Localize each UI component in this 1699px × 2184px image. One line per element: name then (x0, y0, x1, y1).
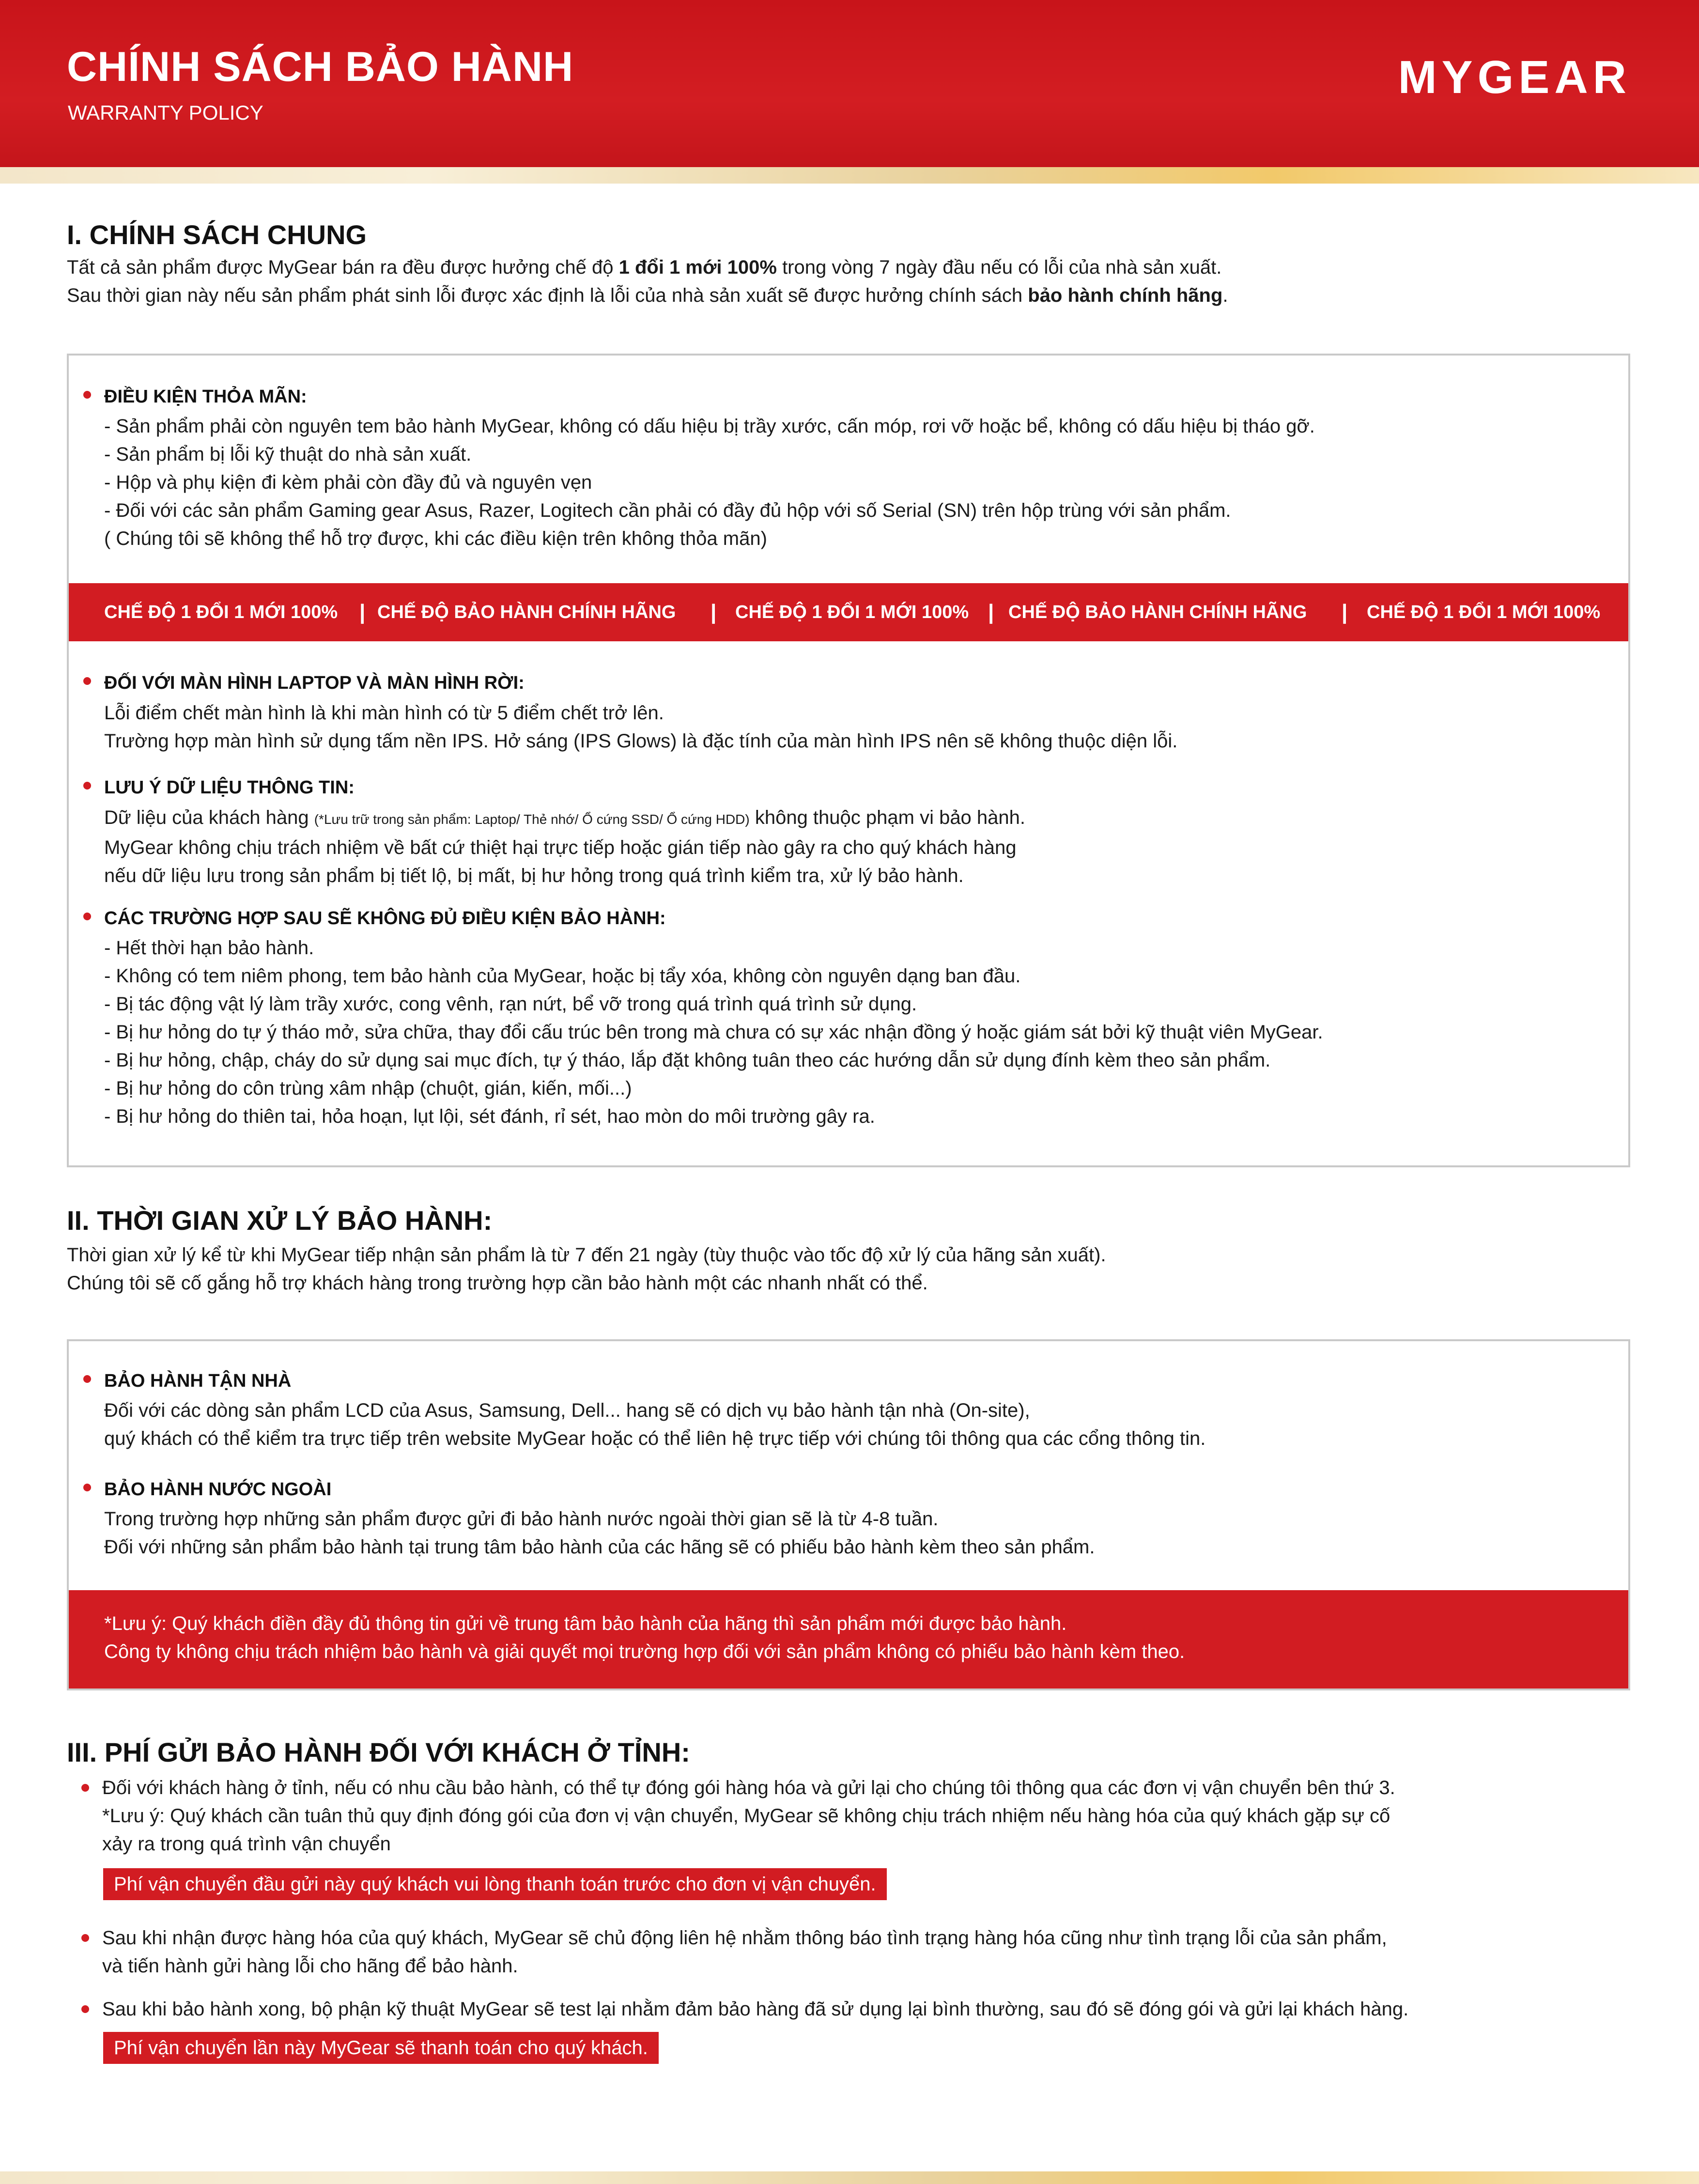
not-eligible-list (104, 934, 1323, 1131)
list-item: Đối với khách hàng ở tỉnh, nếu có nhu cầu bảo hành, có thể tự đóng gói hàng hóa và gửi lại cho chúng tôi thông qua các đơn vị vận chuyển bên thứ 3. (102, 1777, 1395, 1798)
page-subtitle: WARRANTY POLICY (68, 101, 263, 124)
overseas-title: BẢO HÀNH NƯỚC NGOÀI (104, 1479, 332, 1500)
data-note-list (104, 804, 1025, 890)
bullet-dot (81, 1934, 89, 1942)
bullet-dot (83, 913, 91, 920)
one-for-one-bold: 1 đổi 1 mới 100% (618, 257, 777, 278)
list-item: và tiến hành gửi hàng lỗi cho hãng để bảo hành. (102, 1955, 518, 1977)
banner-separator: | (359, 600, 366, 624)
section-shipping-title: III. PHÍ GỬI BẢO HÀNH ĐỐI VỚI KHÁCH Ở TỈNH: (67, 1737, 690, 1767)
bullet-dot (81, 1784, 89, 1792)
bullet-dot (83, 391, 91, 399)
list-item: ( Chúng tôi sẽ không thể hỗ trợ được, khi các điều kiện trên không thỏa mãn) (104, 528, 767, 549)
section-general-title: I. CHÍNH SÁCH CHUNG (67, 219, 367, 250)
page-title: CHÍNH SÁCH BẢO HÀNH (67, 44, 574, 90)
gold-footer-bar (0, 2171, 1699, 2184)
paragraph-line: Thời gian xử lý kể từ khi MyGear tiếp nhận sản phẩm là từ 7 đến 21 ngày (tùy thuộc vào tốc độ xử lý của hãng sản xuất). (67, 1244, 1106, 1266)
official-warranty-bold: bảo hành chính hãng (1028, 285, 1223, 306)
shipping-fee-highlight-1: Phí vận chuyển đầu gửi này quý khách vui lòng thanh toán trước cho đơn vị vận chuyển. (103, 1868, 887, 1900)
banner-separator: | (1342, 600, 1348, 624)
banner-item: CHẾ ĐỘ BẢO HÀNH CHÍNH HÃNG (1008, 602, 1307, 622)
list-item: Sau khi nhận được hàng hóa của quý khách, MyGear sẽ chủ động liên hệ nhằm thông báo tình trạng hàng hóa cũng như tình trạng lỗi của sản phẩm, (102, 1927, 1387, 1949)
paragraph-line: Chúng tôi sẽ cố gắng hỗ trợ khách hàng trong trường hợp cần bảo hành một các nhanh nhất có thể. (67, 1272, 928, 1294)
bullet-dot (81, 2005, 89, 2013)
policy-banner (69, 583, 1628, 641)
overseas-list (104, 1505, 1095, 1561)
warranty-type-box (67, 1339, 1630, 1690)
section-general-intro (67, 253, 1228, 310)
list-item: - Bị hư hỏng, chập, cháy do sử dụng sai mục đích, tự ý tháo, lắp đặt không tuân theo các hướng dẫn sử dụng đính kèm theo sản phẩm. (104, 1050, 1271, 1071)
banner-item: CHẾ ĐỘ 1 ĐỔI 1 MỚI 100% (735, 602, 969, 622)
section-processing-title: II. THỜI GIAN XỬ LÝ BẢO HÀNH: (67, 1205, 493, 1236)
bullet-dot (83, 1484, 91, 1491)
list-item: xảy ra trong quá trình vận chuyển (102, 1833, 391, 1855)
note-line: *Lưu ý: Quý khách điền đầy đủ thông tin gửi về trung tâm bảo hành của hãng thì sản phẩm mới được bảo hành. (104, 1613, 1067, 1634)
shipping-fee-highlight-2: Phí vận chuyển lần này MyGear sẽ thanh toán cho quý khách. (103, 2032, 659, 2064)
list-item: Đối với những sản phẩm bảo hành tại trung tâm bảo hành của các hãng sẽ có phiếu bảo hành kèm theo sản phẩm. (104, 1536, 1095, 1558)
storage-note: (*Lưu trữ trong sản phẩm: Laptop/ Thẻ nhớ/ Ổ cứng SSD/ Ổ cứng HDD) (314, 812, 750, 827)
warranty-note-band (69, 1590, 1628, 1688)
note-line: Công ty không chịu trách nhiệm bảo hành và giải quyết mọi trường hợp đối với sản phẩm không có phiếu bảo hành kèm theo. (104, 1641, 1185, 1662)
list-item: - Sản phẩm bị lỗi kỹ thuật do nhà sản xuất. (104, 444, 472, 465)
general-policy-box (67, 354, 1630, 1167)
bullet-dot (83, 782, 91, 790)
conditions-title: ĐIỀU KIỆN THỎA MÃN: (104, 387, 307, 407)
conditions-list (104, 412, 1315, 553)
bullet-dot (83, 677, 91, 685)
shipping-item-1 (102, 1774, 1395, 1858)
list-item: Đối với các dòng sản phẩm LCD của Asus, Samsung, Dell... hang sẽ có dịch vụ bảo hành tận nhà (On-site), (104, 1400, 1030, 1421)
list-item: - Bị tác động vật lý làm trầy xước, cong vênh, rạn nứt, bể vỡ trong quá trình quá trình sử dụng. (104, 993, 917, 1015)
onsite-list (104, 1396, 1205, 1453)
intro-line-2: Sau thời gian này nếu sản phẩm phát sinh lỗi được xác định là lỗi của nhà sản xuất sẽ được hưởng chính sách bảo hành chính hãng. (67, 285, 1228, 306)
list-item: MyGear không chịu trách nhiệm về bất cứ thiệt hại trực tiếp hoặc gián tiếp nào gây ra cho quý khách hàng (104, 837, 1017, 858)
section-processing-intro (67, 1241, 1106, 1297)
list-item: *Lưu ý: Quý khách cần tuân thủ quy định đóng gói của đơn vị vận chuyển, MyGear sẽ không chịu trách nhiệm nếu hàng hóa của quý khách gặp sự cố (102, 1805, 1390, 1827)
list-item: quý khách có thể kiểm tra trực tiếp trên website MyGear hoặc có thể liên hệ trực tiếp với chúng tôi thông qua các cổng thông tin. (104, 1428, 1206, 1449)
intro-line-1: Tất cả sản phẩm được MyGear bán ra đều được hưởng chế độ 1 đổi 1 mới 100% trong vòng 7 ngày đầu nếu có lỗi của nhà sản xuất. (67, 257, 1222, 278)
banner-item: CHẾ ĐỘ 1 ĐỔI 1 MỚI 100% (104, 602, 338, 622)
list-item: - Hết thời hạn bảo hành. (104, 937, 314, 959)
list-item: Trường hợp màn hình sử dụng tấm nền IPS. Hở sáng (IPS Glows) là đặc tính của màn hình IPS nên sẽ không thuộc diện lỗi. (104, 730, 1178, 752)
banner-separator: | (710, 600, 717, 624)
not-eligible-title: CÁC TRƯỜNG HỢP SAU SẼ KHÔNG ĐỦ ĐIỀU KIỆN BẢO HÀNH: (104, 908, 666, 929)
data-note-title: LƯU Ý DỮ LIỆU THÔNG TIN: (104, 777, 355, 798)
banner-item: CHẾ ĐỘ BẢO HÀNH CHÍNH HÃNG (377, 602, 676, 622)
banner-item: CHẾ ĐỘ 1 ĐỔI 1 MỚI 100% (1367, 602, 1601, 622)
list-item: - Đối với các sản phẩm Gaming gear Asus, Razer, Logitech cần phải có đầy đủ hộp với số Serial (SN) trên hộp trùng với sản phẩm. (104, 500, 1231, 521)
screen-policy-title: ĐỐI VỚI MÀN HÌNH LAPTOP VÀ MÀN HÌNH RỜI: (104, 673, 525, 693)
list-item: nếu dữ liệu lưu trong sản phẩm bị tiết lộ, bị mất, bị hư hỏng trong quá trình kiểm tra, xử lý bảo hành. (104, 865, 964, 886)
list-item: - Bị hư hỏng do thiên tai, hỏa hoạn, lụt lội, sét đánh, rỉ sét, hao mòn do môi trường gây ra. (104, 1106, 875, 1127)
list-item: - Hộp và phụ kiện đi kèm phải còn đầy đủ và nguyên vẹn (104, 472, 592, 493)
list-item: - Bị hư hỏng do côn trùng xâm nhập (chuột, gián, kiến, mối...) (104, 1078, 632, 1099)
shipping-item-2 (102, 1924, 1387, 1980)
list-item: Lỗi điểm chết màn hình là khi màn hình có từ 5 điểm chết trở lên. (104, 702, 664, 724)
list-item: - Bị hư hỏng do tự ý tháo mở, sửa chữa, thay đổi cấu trúc bên trong mà chưa có sự xác nhận đồng ý hoặc giám sát bởi kỹ thuật viên MyGear. (104, 1022, 1323, 1043)
header-banner (0, 0, 1699, 167)
onsite-title: BẢO HÀNH TẬN NHÀ (104, 1371, 292, 1391)
bullet-dot (83, 1375, 91, 1383)
list-item: Sau khi bảo hành xong, bộ phận kỹ thuật MyGear sẽ test lại nhằm đảm bảo hàng đã sử dụng lại bình thường, sau đó sẽ đóng gói và gửi lại khách hàng. (102, 1998, 1409, 2020)
screen-policy-list (104, 699, 1177, 755)
mygear-logo: MYGEAR (1398, 51, 1631, 103)
list-item: - Không có tem niêm phong, tem bảo hành của MyGear, hoặc bị tẩy xóa, không còn nguyên dạng ban đầu. (104, 965, 1021, 987)
banner-separator: | (988, 600, 994, 624)
list-item: Trong trường hợp những sản phẩm được gửi đi bảo hành nước ngoài thời gian sẽ là từ 4-8 tuần. (104, 1508, 939, 1530)
list-item: - Sản phẩm phải còn nguyên tem bảo hành MyGear, không có dấu hiệu bị trầy xước, cấn móp, rơi vỡ hoặc bể, không có dấu hiệu bị tháo gỡ. (104, 416, 1315, 437)
gold-divider (0, 167, 1699, 184)
list-item: Dữ liệu của khách hàng (*Lưu trữ trong sản phẩm: Laptop/ Thẻ nhớ/ Ổ cứng SSD/ Ổ cứng HDD) không thuộc phạm vi bảo hành. (104, 807, 1026, 828)
shipping-item-3 (102, 1995, 1408, 2023)
warranty-note-text (104, 1610, 1185, 1666)
